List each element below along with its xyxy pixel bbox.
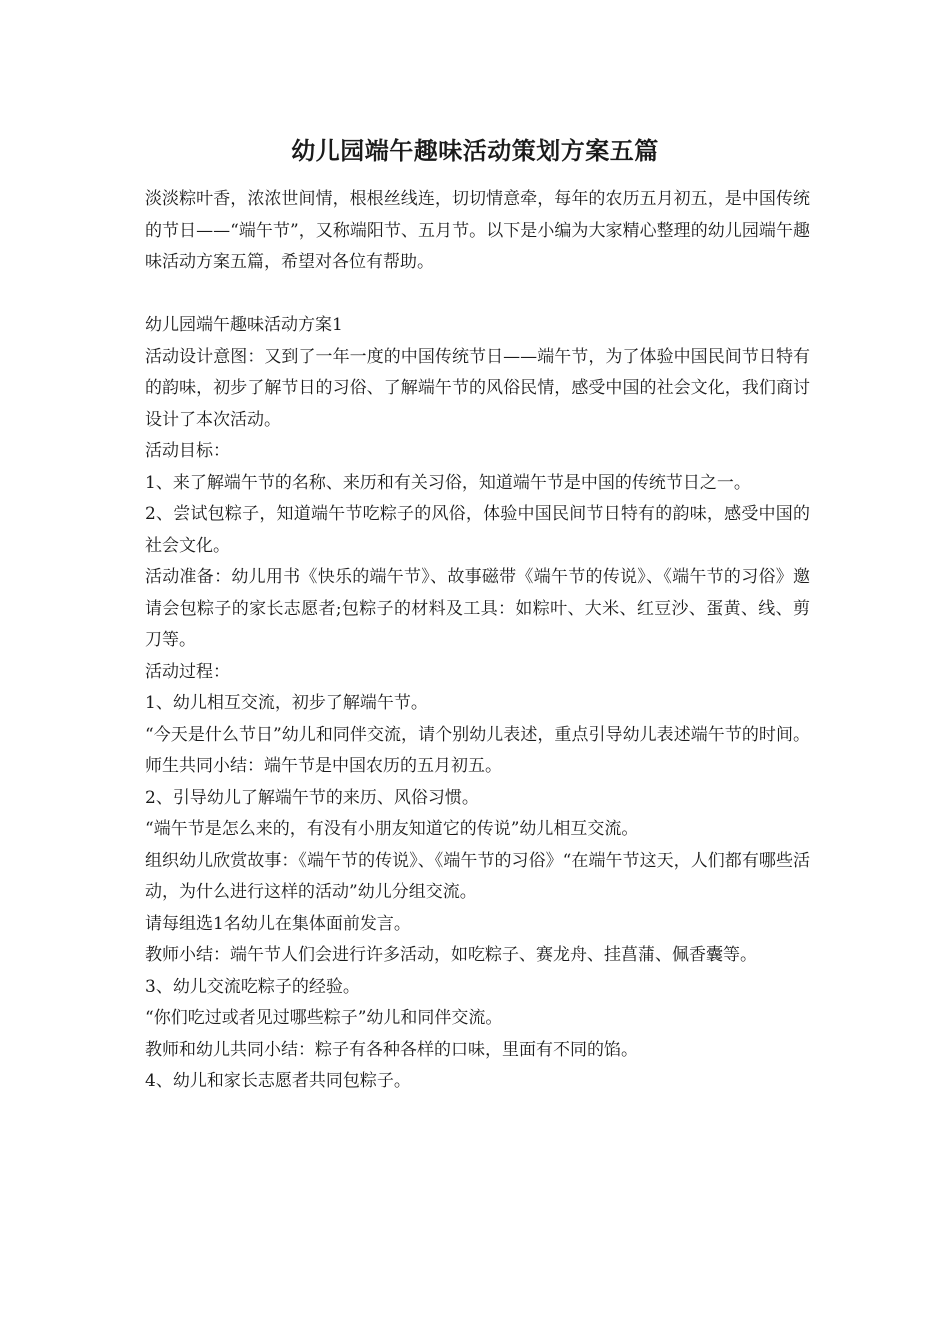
paragraph: 教师和幼儿共同小结：粽子有各种各样的口味，里面有不同的馅。: [145, 1039, 638, 1060]
paragraph: 3、幼儿交流吃粽子的经验。: [145, 976, 360, 997]
paragraph: 2、尝试包粽子，知道端午节吃粽子的风俗，体验中国民间节日特有的韵味，感受中国的社会文化。: [145, 504, 810, 556]
section-heading: 幼儿园端午趣味活动方案1: [145, 315, 343, 335]
document-body: [145, 184, 810, 1098]
paragraph: 组织幼儿欣赏故事：《端午节的传说》、《端午节的习俗》“在端午节这天，人们都有哪些活动，为什么进行这样的活动”幼儿分组交流。: [145, 850, 810, 902]
paragraph: 1、幼儿相互交流，初步了解端午节。: [145, 693, 428, 713]
paragraph: 1、来了解端午节的名称、来历和有关习俗，知道端午节是中国的传统节日之一。: [145, 472, 751, 493]
document-title: 幼儿园端午趣味活动策划方案五篇: [291, 136, 659, 165]
paragraph: “端午节是怎么来的，有没有小朋友知道它的传说”幼儿相互交流。: [145, 819, 639, 839]
paragraph: “今天是什么节日”幼儿和同伴交流，请个别幼儿表述，重点引导幼儿表述端午节的时间。师生共同小结：端午节是中国农历的五月初五。: [145, 724, 810, 776]
paragraph: 教师小结：端午节人们会进行许多活动，如吃粽子、赛龙舟、挂菖蒲、佩香囊等。: [145, 945, 757, 965]
paragraph: 活动设计意图：又到了一年一度的中国传统节日——端午节，为了体验中国民间节日特有的韵味，初步了解节日的习俗、了解端午节的风俗民情，感受中国的社会文化，我们商讨设计了本次活动。: [145, 346, 810, 430]
paragraph: 2、引导幼儿了解端午节的来历、风俗习惯。: [145, 787, 479, 808]
paragraph: 4、幼儿和家长志愿者共同包粽子。: [145, 1071, 411, 1091]
intro-paragraph: 淡淡粽叶香，浓浓世间情，根根丝线连，切切情意牵，每年的农历五月初五，是中国传统的节日——“端午节”，又称端阳节、五月节。以下是小编为大家精心整理的幼儿园端午趣味活动方案五篇，希望对各位有帮助。: [145, 189, 810, 272]
paragraph: “你们吃过或者见过哪些粽子”幼儿和同伴交流。: [145, 1008, 503, 1028]
paragraph: 活动目标：: [145, 441, 230, 461]
paragraph: 活动过程：: [145, 661, 230, 682]
paragraph: 请每组选1名幼儿在集体面前发言。: [145, 913, 411, 934]
paragraph: 活动准备：幼儿用书《快乐的端午节》、故事磁带《端午节的传说》、《端午节的习俗》邀请会包粽子的家长志愿者;包粽子的材料及工具：如粽叶、大米、红豆沙、蛋黄、线、剪刀等。: [145, 567, 810, 650]
